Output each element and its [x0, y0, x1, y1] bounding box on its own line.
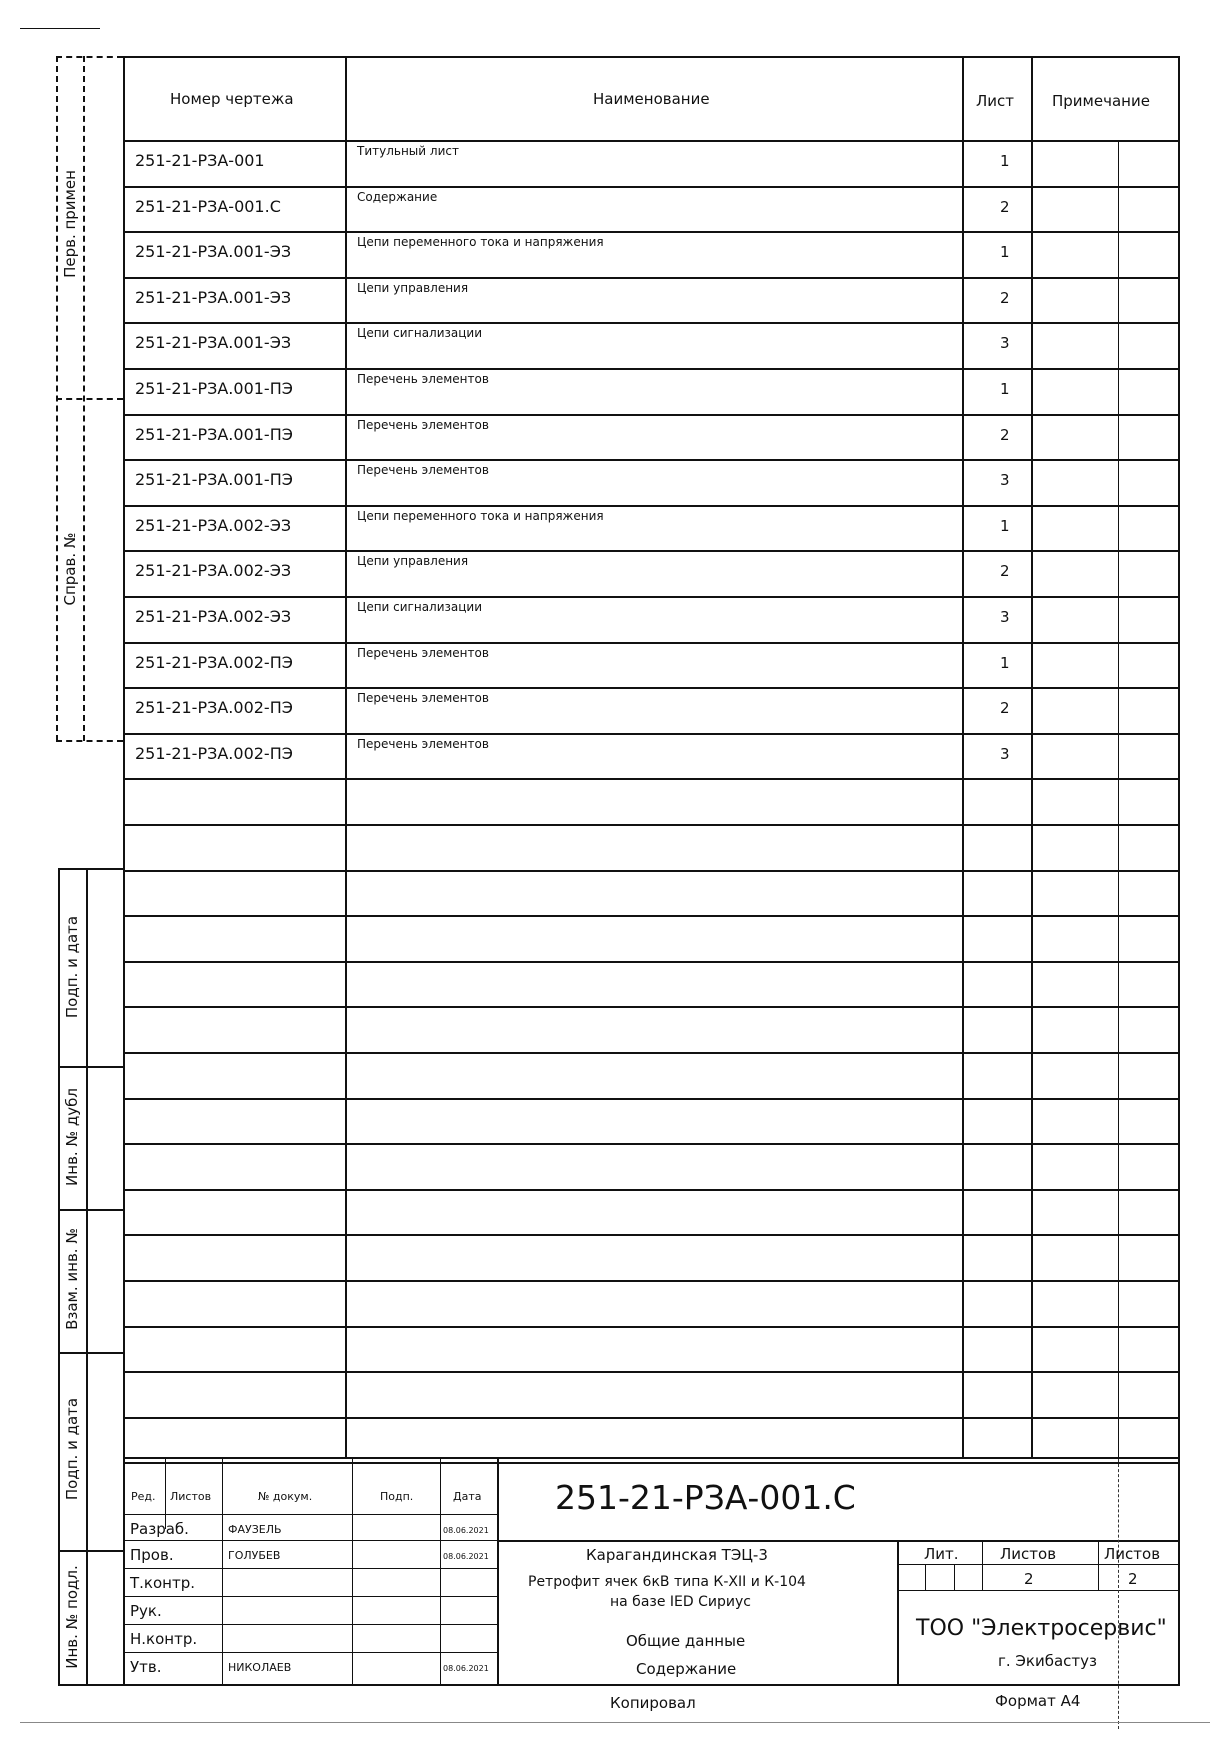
drawing-name: Перечень элементов: [357, 691, 489, 705]
stamp-date: 08.06.2021: [443, 1552, 489, 1561]
side-lower-left: [58, 868, 60, 1686]
sheet-number: 3: [1000, 745, 1010, 763]
row-line: [123, 1326, 1180, 1328]
side-lower-mid: [86, 868, 88, 1686]
drawing-number: 251-21-РЗА.001-ЭЗ: [135, 288, 292, 307]
row-line: [123, 778, 1180, 780]
drawing-name: Перечень элементов: [357, 418, 489, 432]
side-dash-top: [56, 56, 123, 58]
perv-primen-label: Перв. примен: [61, 170, 79, 278]
stamp-h-r5: [123, 1652, 497, 1653]
row-line: [123, 870, 1180, 872]
stamp-lit-row2: [897, 1590, 1180, 1591]
stamp-section: Общие данные: [626, 1632, 746, 1650]
stamp-v1: [497, 1457, 499, 1686]
stamp-project-1: Ретрофит ячек 6кВ типа К-XII и К-104: [528, 1574, 806, 1590]
sheet-number: 2: [1000, 289, 1010, 307]
stamp-h-podp: Подп.: [380, 1490, 414, 1503]
row-line: [123, 368, 1180, 370]
row-line: [123, 824, 1180, 826]
drawing-name: Цепи управления: [357, 554, 469, 568]
stamp-company: ТОО "Электросервис": [916, 1616, 1167, 1641]
stamp-doc-code: 251-21-РЗА-001.С: [555, 1478, 856, 1517]
stamp-person: ФАУЗЕЛЬ: [228, 1523, 282, 1536]
sheet-number: 3: [1000, 334, 1010, 352]
stamp-lit-v4: [954, 1564, 955, 1590]
row-line: [123, 550, 1180, 552]
row-line: [123, 1189, 1180, 1191]
drawing-number: 251-21-РЗА.002-ПЭ: [135, 698, 293, 717]
stamp-h-listov: Листов: [170, 1490, 212, 1503]
stamp-h-r4: [123, 1624, 497, 1625]
stamp-city: г. Экибастуз: [998, 1652, 1097, 1670]
podp-data-1-label: Подп. и дата: [63, 915, 81, 1019]
stamp-v-right: [897, 1540, 899, 1686]
drawing-number: 251-21-РЗА.002-ЭЗ: [135, 607, 292, 626]
side-lower-sep1: [58, 1066, 125, 1068]
drawing-number: 251-21-РЗА.001-ЭЗ: [135, 242, 292, 261]
stamp-project-2: на базе IED Сириус: [610, 1594, 751, 1610]
drawing-name: Цепи переменного тока и напряжения: [357, 509, 604, 523]
drawing-name: Цепи сигнализации: [357, 600, 483, 614]
drawing-number: 251-21-РЗА.002-ПЭ: [135, 744, 293, 763]
header-sheet: Лист: [976, 92, 1015, 110]
side-dash-bot: [56, 740, 123, 742]
scan-top-line: [20, 28, 100, 29]
col-line-3: [1031, 56, 1033, 1459]
row-line: [123, 1098, 1180, 1100]
row-line: [123, 414, 1180, 416]
row-line: [123, 1280, 1180, 1282]
stamp-h-mid: [497, 1540, 1180, 1542]
vzam-inv-label: Взам. инв. №: [63, 1228, 81, 1330]
sprav-no-label: Справ. №: [61, 532, 79, 606]
drawing-number: 251-21-РЗА.002-ПЭ: [135, 653, 293, 672]
header-note: Примечание: [1052, 92, 1150, 110]
drawing-number: 251-21-РЗА-001: [135, 151, 265, 170]
frame-top: [123, 56, 1180, 58]
stamp-list-value: 2: [1024, 1570, 1034, 1588]
stamp-list-label: Листов: [1000, 1545, 1057, 1563]
side-lower-top: [58, 868, 125, 870]
stamp-lit-row1: [897, 1564, 1180, 1565]
stamp-role: Т.контр.: [130, 1574, 196, 1592]
row-line: [123, 642, 1180, 644]
row-line: [123, 596, 1180, 598]
stamp-lit-v2: [1098, 1540, 1099, 1590]
stamp-lit-v1: [982, 1540, 983, 1590]
sheet-number: 1: [1000, 654, 1010, 672]
drawing-number: 251-21-РЗА.001-ПЭ: [135, 425, 293, 444]
row-line: [123, 733, 1180, 735]
drawing-number: 251-21-РЗА.001-ПЭ: [135, 379, 293, 398]
sheet-number: 1: [1000, 243, 1010, 261]
sheet-number: 2: [1000, 562, 1010, 580]
drawing-name: Перечень элементов: [357, 372, 489, 386]
scan-dash-right: [1118, 1459, 1119, 1729]
row-line: [123, 322, 1180, 324]
footer-format: Формат А4: [995, 1692, 1081, 1710]
stamp-lit-v3: [925, 1564, 926, 1590]
col-line-1: [345, 56, 347, 1459]
drawing-name: Перечень элементов: [357, 646, 489, 660]
stamp-listov-label: Листов: [1104, 1545, 1161, 1563]
drawing-name: Перечень элементов: [357, 463, 489, 477]
stamp-role: Разраб.: [130, 1520, 189, 1538]
stamp-role: Н.контр.: [130, 1630, 198, 1648]
sheet-number: 3: [1000, 471, 1010, 489]
row-line: [123, 915, 1180, 917]
row-line: [123, 1462, 1180, 1464]
row-line: [123, 459, 1180, 461]
stamp-role: Утв.: [130, 1658, 162, 1676]
row-line: [123, 186, 1180, 188]
row-line: [123, 1234, 1180, 1236]
header-bottom: [123, 140, 1180, 142]
frame-bottom: [60, 1684, 1180, 1686]
sheet-number: 2: [1000, 699, 1010, 717]
stamp-lit-label: Лит.: [924, 1545, 959, 1563]
drawing-name: Титульный лист: [357, 144, 459, 158]
col-line-2: [962, 56, 964, 1459]
stamp-date: 08.06.2021: [443, 1664, 489, 1673]
row-line: [123, 277, 1180, 279]
side-lower-sep4: [58, 1550, 125, 1552]
side-lower-sep2: [58, 1209, 125, 1211]
row-line: [123, 1371, 1180, 1373]
row-line: [123, 1006, 1180, 1008]
inv-podl-label: Инв. № подл.: [63, 1565, 81, 1669]
sheet-number: 2: [1000, 198, 1010, 216]
row-line: [123, 687, 1180, 689]
stamp-v-red: [165, 1457, 166, 1529]
col-line-4: [1118, 140, 1119, 1459]
row-line: [123, 1143, 1180, 1145]
stamp-person: ГОЛУБЕВ: [228, 1549, 281, 1562]
side-lower-sep3: [58, 1352, 125, 1354]
sheet-number: 2: [1000, 426, 1010, 444]
inv-dubl-label: Инв. № дубл: [63, 1088, 81, 1186]
side-dash-mid: [56, 398, 123, 400]
drawing-number: 251-21-РЗА-001.С: [135, 197, 281, 216]
drawing-number: 251-21-РЗА.001-ПЭ: [135, 470, 293, 489]
stamp-top: [123, 1457, 1180, 1459]
drawing-name: Цепи управления: [357, 281, 469, 295]
drawing-number: 251-21-РЗА.002-ЭЗ: [135, 561, 292, 580]
podp-data-2-label: Подп. и дата: [63, 1397, 81, 1501]
footer-copied: Копировал: [610, 1694, 696, 1712]
stamp-sheet-title: Содержание: [636, 1660, 737, 1678]
stamp-object: Карагандинская ТЭЦ-3: [586, 1546, 768, 1564]
stamp-h-red: Ред.: [131, 1490, 156, 1503]
stamp-h-r2: [123, 1568, 497, 1569]
sheet-number: 1: [1000, 152, 1010, 170]
sheet-number: 1: [1000, 517, 1010, 535]
drawing-name: Перечень элементов: [357, 737, 489, 751]
stamp-h-dokum: № докум.: [258, 1490, 313, 1503]
row-line: [123, 505, 1180, 507]
stamp-date: 08.06.2021: [443, 1526, 489, 1535]
drawing-name: Цепи переменного тока и напряжения: [357, 235, 604, 249]
stamp-person: НИКОЛАЕВ: [228, 1661, 292, 1674]
drawing-name: Цепи сигнализации: [357, 326, 483, 340]
sheet-number: 1: [1000, 380, 1010, 398]
scan-bottom-line: [20, 1722, 1210, 1723]
row-line: [123, 231, 1180, 233]
row-line: [123, 1417, 1180, 1419]
row-line: [123, 961, 1180, 963]
stamp-h-head: [123, 1514, 497, 1515]
drawing-number: 251-21-РЗА.001-ЭЗ: [135, 333, 292, 352]
stamp-role: Рук.: [130, 1602, 162, 1620]
stamp-h-r3: [123, 1596, 497, 1597]
stamp-role: Пров.: [130, 1546, 174, 1564]
stamp-listov-value: 2: [1128, 1570, 1138, 1588]
header-name: Наименование: [593, 90, 710, 108]
drawing-number: 251-21-РЗА.002-ЭЗ: [135, 516, 292, 535]
sheet-number: 3: [1000, 608, 1010, 626]
drawing-name: Содержание: [357, 190, 438, 204]
row-line: [123, 1052, 1180, 1054]
header-number: Номер чертежа: [170, 90, 294, 108]
stamp-h-data: Дата: [453, 1490, 482, 1503]
stamp-h-r1: [123, 1540, 497, 1541]
